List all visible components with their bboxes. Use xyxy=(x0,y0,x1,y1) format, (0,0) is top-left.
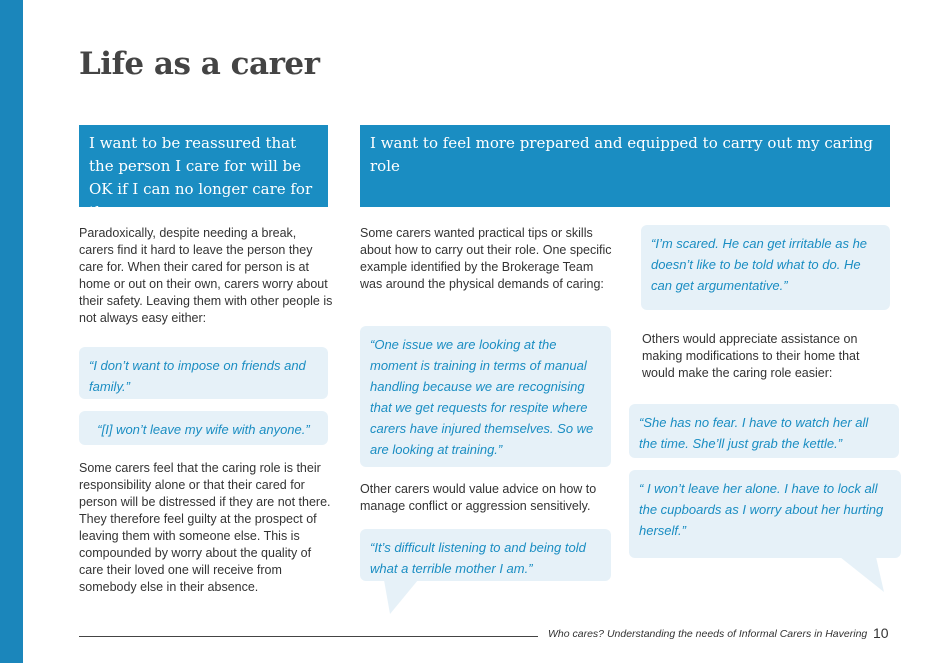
quote-bubble-impose: “I don’t want to impose on friends and family.” xyxy=(79,347,328,399)
page-title: Life as a carer xyxy=(79,46,320,82)
middle-paragraph-2: Other carers would value advice on how to manage conflict or aggression sensitively. xyxy=(360,482,597,513)
page-number: 10 xyxy=(873,625,889,641)
speech-tail-icon xyxy=(840,557,886,593)
footer-text: Who cares? Understanding the needs of Informal Carers in Havering xyxy=(548,628,868,640)
left-section-heading: I want to be reassured that the person I care for will be OK if I can no longer care for them xyxy=(79,125,328,207)
middle-paragraph-1: Some carers wanted practical tips or skills about how to carry out their role. One specific example identified by the Brokerage Team was around the physical demands of caring: xyxy=(360,226,612,291)
side-accent-bar xyxy=(0,0,23,663)
quote-bubble-wife: “[I] won’t leave my wife with anyone.” xyxy=(79,411,328,445)
speech-tail-icon xyxy=(384,580,418,614)
quote-bubble-terrible-mother: “It’s difficult listening to and being told what a terrible mother I am.” xyxy=(360,529,611,581)
left-paragraph-2: Some carers feel that the caring role is their responsibility alone or that their cared for person will be distressed if they are not there. They therefore feel guilty at the prospect of leaving them with someone else. This is compounded by worry about the quality of care their loved one will receive from somebody else in their absence. xyxy=(79,461,331,594)
quote-bubble-kettle: “She has no fear. I have to watch her all the time. She’ll just grab the kettle.” xyxy=(629,404,899,458)
left-paragraph-1: Paradoxically, despite needing a break, carers find it hard to leave the person they care for. When their cared for person is at home or out on their own, carers worry about their safety. Leaving them with other people is not always easy either: xyxy=(79,226,333,325)
right-paragraph-1: Others would appreciate assistance on making modifications to their home that would make the caring role easier: xyxy=(642,332,860,380)
footer-rule xyxy=(79,636,538,637)
quote-bubble-scared: “I’m scared. He can get irritable as he doesn’t like to be told what to do. He can get argumentative.” xyxy=(641,225,890,310)
quote-bubble-cupboards: “ I won’t leave her alone. I have to lock all the cupboards as I worry about her hurting herself.” xyxy=(629,470,901,558)
right-section-heading: I want to feel more prepared and equipped to carry out my caring role xyxy=(360,125,890,207)
quote-bubble-manual-handling: “One issue we are looking at the moment is training in terms of manual handling because we are recognising that we get requests for respite where carers have injured themselves. So we are looking at training.” xyxy=(360,326,611,467)
